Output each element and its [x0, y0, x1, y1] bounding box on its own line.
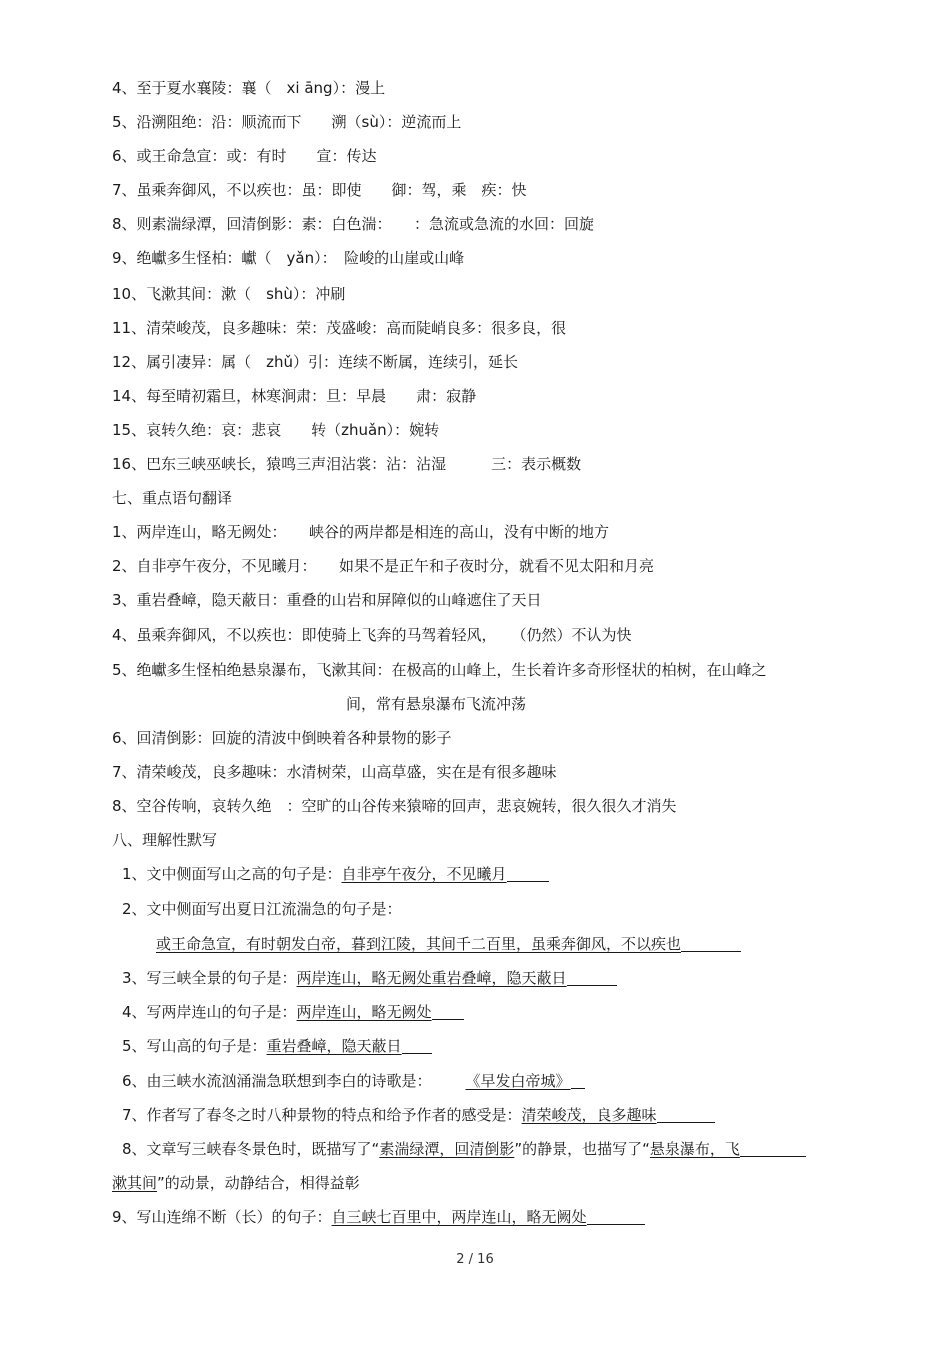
dictation-answer: 两岸连山，略无阙处 [296, 1003, 432, 1021]
dictation-answer: 素湍绿潭，回清倒影 [379, 1140, 515, 1158]
dictation-text: ”的动景，动静结合，相得益彰 [157, 1174, 360, 1192]
answer-blank [587, 1207, 645, 1225]
dictation-text: ”的静景，也描写了“ [514, 1140, 650, 1158]
answer-blank [402, 1036, 432, 1054]
vocab-line: 16、巴东三峡巫峡长，猿鸣三声泪沾裳：沾：沾湿 三：表示概数 [112, 455, 582, 473]
vocab-line: 11、清荣峻茂，良多趣味：荣：茂盛峻：高而陡峭良多：很多良，很 [112, 319, 567, 337]
dictation-prompt: 4、写两岸连山的句子是： [122, 1003, 297, 1021]
dictation-prompt: 6、由三峡水流汹涌湍急联想到李白的诗歌是： [122, 1072, 432, 1090]
dictation-item [122, 968, 617, 988]
answer-blank [567, 968, 617, 986]
dictation-answer: 漱其间 [112, 1174, 158, 1192]
dictation-text: 8、文章写三峡春冬景色时，既描写了“ [122, 1140, 380, 1158]
dictation-item [122, 1139, 806, 1159]
dictation-item [122, 1002, 464, 1022]
vocab-line: 5、沿溯阻绝：沿：顺流而下 溯（sù）：逆流而上 [112, 113, 462, 131]
vocab-line: 15、哀转久绝：哀：悲哀 转（zhuǎn）：婉转 [112, 421, 440, 439]
dictation-answer: 自三峡七百里中，两岸连山，略无阙处 [331, 1208, 587, 1226]
vocab-line: 9、绝巘多生怪柏：巘（ yǎn）： 险峻的山崖或山峰 [112, 249, 465, 267]
answer-blank [432, 1002, 464, 1020]
translation-line: 5、绝巘多生怪柏绝悬泉瀑布，飞漱其间：在极高的山峰上，生长着许多奇形怪状的柏树，在山峰之 [112, 661, 767, 679]
translation-line: 8、空谷传响，哀转久绝 ：空旷的山谷传来猿啼的回声，悲哀婉转，很久很久才消失 [112, 797, 677, 815]
dictation-answer: 悬泉瀑布，飞 [649, 1140, 740, 1158]
dictation-item [122, 864, 549, 884]
dictation-prompt: 5、写山高的句子是： [122, 1037, 267, 1055]
dictation-answer: 清荣峻茂，良多趣味 [521, 1106, 657, 1124]
answer-blank [507, 864, 549, 882]
dictation-item-continued [112, 1173, 360, 1193]
vocab-line: 10、飞漱其间：漱（ shù）：冲刷 [112, 285, 346, 303]
dictation-prompt: 1、文中侧面写山之高的句子是： [122, 865, 342, 883]
vocab-line: 8、则素湍绿潭，回清倒影：素：白色湍： ：急流或急流的水回：回旋 [112, 215, 595, 233]
dictation-answer: 《早发白帝城》 [465, 1072, 571, 1090]
answer-blank [740, 1139, 806, 1157]
answer-blank [681, 934, 741, 952]
translation-line: 6、回清倒影：回旋的清波中倒映着各种景物的影子 [112, 729, 452, 747]
vocab-line: 6、或王命急宣：或：有时 宣：传达 [112, 147, 377, 165]
answer-blank [571, 1071, 585, 1089]
dictation-item [156, 934, 741, 954]
dictation-item [112, 1207, 645, 1227]
dictation-item [122, 1036, 432, 1056]
dictation-prompt: 3、写三峡全景的句子是： [122, 969, 297, 987]
section-heading: 七、重点语句翻译 [112, 489, 233, 507]
dictation-item [122, 1071, 585, 1091]
dictation-item [122, 1105, 715, 1125]
translation-line: 3、重岩叠嶂，隐天蔽日：重叠的山岩和屏障似的山峰遮住了天日 [112, 591, 542, 609]
dictation-answer: 自非亭午夜分，不见曦月 [341, 865, 507, 883]
page-number: 2 / 16 [456, 1252, 494, 1267]
dictation-answer: 重岩叠嶂，隐天蔽日 [266, 1037, 402, 1055]
dictation-answer: 或王命急宣，有时朝发白帝，暮到江陵，其间千二百里，虽乘奔御风，不以疾也 [156, 935, 682, 953]
dictation-prompt: 9、写山连绵不断（长）的句子： [112, 1208, 332, 1226]
vocab-line: 7、虽乘奔御风，不以疾也：虽：即使 御：驾，乘 疾：快 [112, 181, 527, 199]
vocab-line: 4、至于夏水襄陵：襄（ xi āng）：漫上 [112, 79, 386, 97]
vocab-line: 14、每至晴初霜旦，林寒涧肃：旦：早晨 肃：寂静 [112, 387, 477, 405]
section-heading: 八、理解性默写 [112, 831, 218, 849]
translation-line: 7、清荣峻茂，良多趣味：水清树荣，山高草盛，实在是有很多趣味 [112, 763, 557, 781]
translation-line: 4、虽乘奔御风，不以疾也：即使骑上飞奔的马驾着轻风， （仍然）不认为快 [112, 626, 632, 644]
vocab-line: 12、属引凄异：属（ zhǔ）引：连续不断属，连续引，延长 [112, 353, 518, 371]
answer-blank [657, 1105, 715, 1123]
dictation-prompt: 7、作者写了春冬之时八种景物的特点和给予作者的感受是： [122, 1106, 522, 1124]
translation-line-continued: 间，常有悬泉瀑布飞流冲荡 [346, 695, 527, 713]
dictation-item: 2、文中侧面写出夏日江流湍急的句子是： [122, 900, 402, 918]
translation-line: 2、自非亭午夜分，不见曦月： 如果不是正午和子夜时分，就看不见太阳和月亮 [112, 557, 655, 575]
translation-line: 1、两岸连山，略无阙处： 峡谷的两岸都是相连的高山，没有中断的地方 [112, 523, 610, 541]
dictation-answer: 两岸连山，略无阙处重岩叠嶂，隐天蔽日 [296, 969, 567, 987]
